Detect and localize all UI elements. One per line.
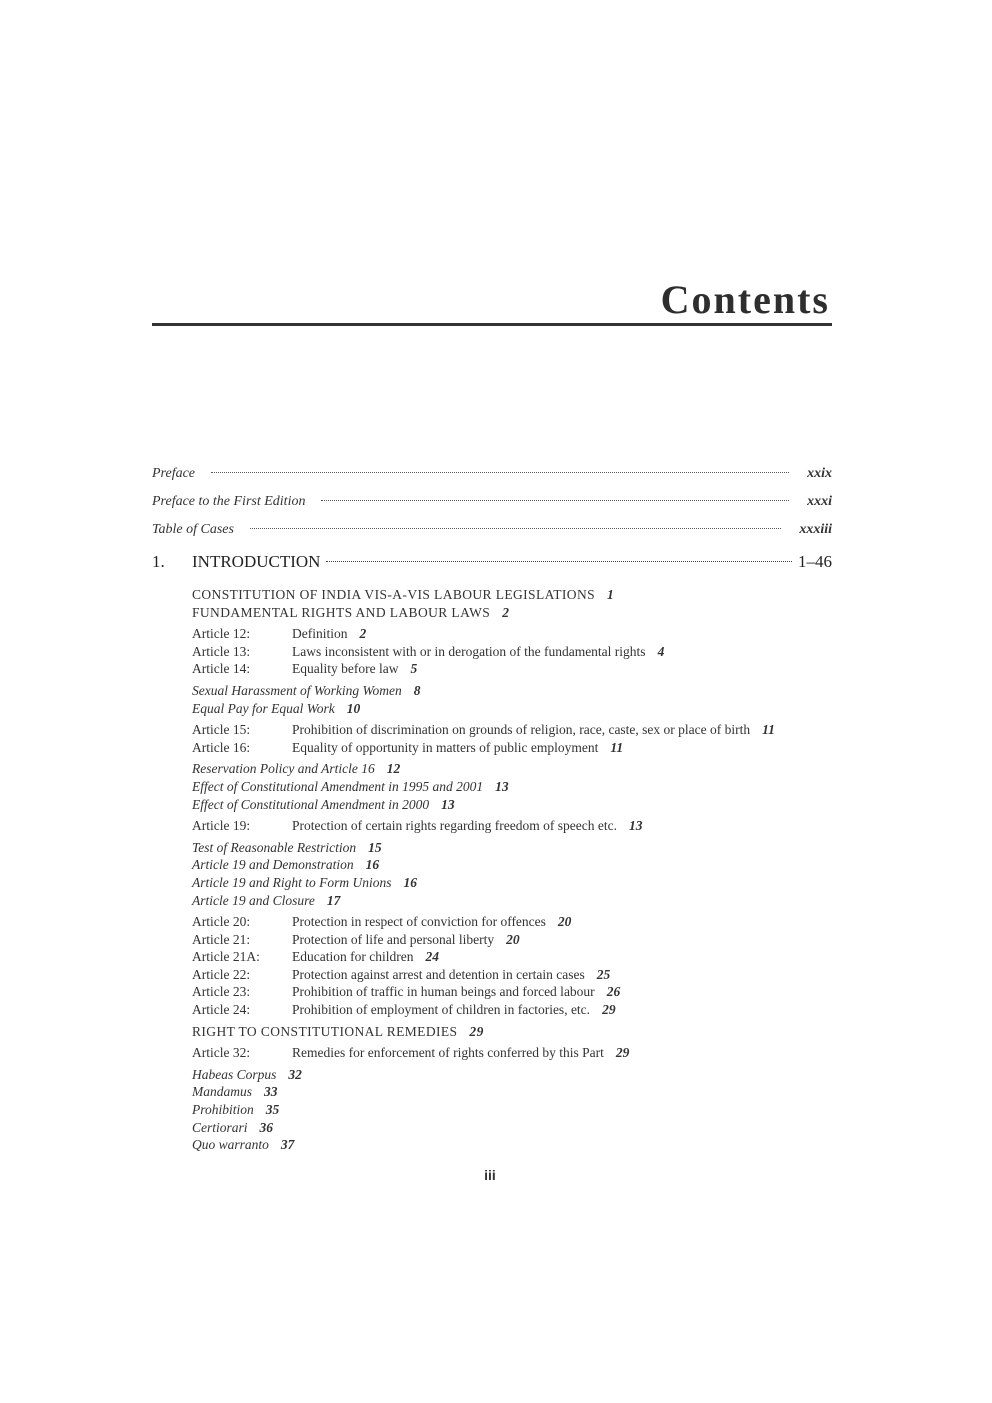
entry-title: Article 19 and Closure (192, 892, 315, 908)
front-matter-label: Preface (152, 466, 196, 481)
toc-article-entry[interactable] (192, 625, 812, 643)
entry-title: Equal Pay for Equal Work (192, 700, 335, 716)
toc-article-entry[interactable] (192, 1044, 812, 1062)
article-title-wrap (292, 966, 812, 984)
article-label: Article 16: (192, 739, 251, 755)
dot-leader (326, 561, 792, 562)
article-label: Article 23: (192, 984, 251, 1000)
article-title-wrap (292, 931, 812, 949)
entry-page: 36 (259, 1119, 274, 1135)
entry-page: 20 (506, 931, 520, 947)
article-title: Laws inconsistent with or in derogation of the fundamental rights (292, 643, 646, 659)
entry-page: 29 (469, 1023, 484, 1039)
article-title: Prohibition of discrimination on grounds of religion, race, caste, sex or place of birth (292, 722, 751, 738)
article-title-wrap (292, 1001, 812, 1019)
toc-subsection-entry[interactable] (192, 1083, 812, 1101)
entry-page: 16 (403, 874, 417, 890)
article-label: Article 24: (192, 1002, 251, 1018)
toc-front-matter-preface-first-edition[interactable] (152, 494, 832, 510)
entry-title: Certiorari (192, 1119, 248, 1135)
front-matter-page: xxxiii (799, 522, 832, 537)
entry-title: Prohibition (192, 1102, 254, 1118)
article-label: Article 14: (192, 661, 251, 677)
toc-section-heading[interactable] (192, 1023, 812, 1041)
entry-page: 10 (346, 700, 361, 716)
entry-page: 29 (615, 1045, 630, 1061)
toc-subsection-entry[interactable] (192, 839, 812, 857)
entry-title: Article 19 and Right to Form Unions (192, 874, 392, 890)
toc-subsection-entry[interactable] (192, 892, 812, 910)
front-matter-label: Table of Cases (152, 522, 234, 537)
entry-page: 13 (629, 818, 643, 834)
dot-leader (250, 528, 781, 529)
article-label: Article 12: (192, 626, 251, 642)
entry-page: 8 (413, 682, 421, 698)
entry-title: Quo warranto (192, 1137, 269, 1153)
article-title-wrap (292, 913, 812, 931)
toc-subsection-entry[interactable] (192, 1119, 812, 1137)
article-title-wrap (292, 948, 812, 966)
toc-subsection-entry[interactable] (192, 796, 812, 814)
entry-page: 13 (441, 796, 455, 812)
chapter-number: 1. (152, 552, 165, 571)
toc-front-matter-preface[interactable] (152, 466, 832, 482)
article-title-wrap (292, 643, 812, 661)
article-title-wrap (292, 983, 812, 1001)
toc-subsection-entry[interactable] (192, 700, 812, 718)
entry-title: Sexual Harassment of Working Women (192, 682, 402, 698)
page-title: Contents (660, 277, 830, 322)
article-title-wrap (292, 1044, 812, 1062)
toc-subsection-entry[interactable] (192, 778, 812, 796)
article-label: Article 21: (192, 931, 251, 947)
entry-page: 2 (502, 604, 510, 620)
article-title: Equality of opportunity in matters of public employment (292, 739, 599, 755)
entry-page: 15 (368, 839, 382, 855)
toc-article-entry[interactable] (192, 966, 812, 984)
toc-subsection-entry[interactable] (192, 1066, 812, 1084)
entry-page: 25 (596, 966, 611, 982)
article-title-wrap (292, 625, 812, 643)
dot-leader (321, 500, 789, 501)
article-label: Article 19: (192, 818, 251, 834)
entry-page: 4 (657, 643, 665, 659)
entry-title: Habeas Corpus (192, 1066, 277, 1082)
toc-section-heading[interactable] (192, 586, 812, 604)
toc-front-matter-table-of-cases[interactable] (152, 522, 832, 538)
toc-section-list (192, 586, 812, 1154)
entry-page: 37 (280, 1137, 295, 1153)
article-title-wrap (292, 817, 812, 835)
entry-page: 16 (365, 857, 380, 873)
toc-article-entry[interactable] (192, 721, 812, 739)
toc-subsection-entry[interactable] (192, 760, 812, 778)
entry-title: Reservation Policy and Article 16 (192, 761, 375, 777)
toc-article-entry[interactable] (192, 983, 812, 1001)
article-label: Article 21A: (192, 949, 260, 965)
entry-title: CONSTITUTION OF INDIA VIS-A-VIS LABOUR LEGISLATIONS (192, 587, 596, 602)
article-label: Article 15: (192, 722, 251, 738)
entry-title: Test of Reasonable Restriction (192, 839, 357, 855)
toc-article-entry[interactable] (192, 948, 812, 966)
toc-subsection-entry[interactable] (192, 874, 812, 892)
toc-article-entry[interactable] (192, 817, 812, 835)
toc-chapter-1[interactable] (152, 552, 832, 572)
article-title: Protection in respect of conviction for offences (292, 914, 546, 930)
chapter-pages: 1–46 (798, 552, 832, 571)
entry-title: Article 19 and Demonstration (192, 857, 354, 873)
front-matter-page: xxix (807, 466, 832, 481)
toc-article-entry[interactable] (192, 643, 812, 661)
toc-subsection-entry[interactable] (192, 1101, 812, 1119)
entry-title: Effect of Constitutional Amendment in 1995 and 2001 (192, 778, 484, 794)
entry-page: 17 (326, 892, 341, 908)
entry-title: FUNDAMENTAL RIGHTS AND LABOUR LAWS (192, 604, 491, 620)
dot-leader (211, 472, 789, 473)
entry-title: Mandamus (192, 1084, 252, 1100)
toc-subsection-entry[interactable] (192, 682, 812, 700)
toc-subsection-entry[interactable] (192, 1136, 812, 1154)
article-title: Definition (292, 626, 348, 642)
article-title-wrap (292, 739, 812, 757)
toc-article-entry[interactable] (192, 913, 812, 931)
entry-title: Effect of Constitutional Amendment in 2000 (192, 796, 430, 812)
entry-page: 20 (557, 914, 572, 930)
article-label: Article 22: (192, 966, 251, 982)
entry-page: 24 (425, 949, 439, 965)
article-label: Article 13: (192, 643, 251, 659)
entry-page: 11 (762, 722, 775, 738)
article-title: Remedies for enforcement of rights conferred by this Part (292, 1045, 604, 1061)
front-matter-page: xxxi (807, 494, 832, 509)
entry-page: 33 (264, 1084, 278, 1100)
toc-article-entry[interactable] (192, 1001, 812, 1019)
article-title-wrap (292, 721, 812, 739)
entry-page: 35 (265, 1102, 280, 1118)
entry-page: 12 (386, 761, 401, 777)
article-title-wrap (292, 660, 812, 678)
entry-page: 5 (410, 661, 418, 677)
entry-page: 13 (495, 778, 509, 794)
article-title: Protection of life and personal liberty (292, 931, 495, 947)
article-title: Equality before law (292, 661, 399, 677)
entry-page: 1 (607, 587, 615, 602)
article-title: Prohibition of employment of children in factories, etc. (292, 1002, 591, 1018)
article-label: Article 20: (192, 914, 251, 930)
entry-page: 32 (288, 1066, 302, 1082)
title-rule (152, 323, 832, 326)
article-title: Education for children (292, 949, 414, 965)
entry-page: 2 (359, 626, 367, 642)
article-title: Protection against arrest and detention in certain cases (292, 966, 585, 982)
toc-article-entry[interactable] (192, 660, 812, 678)
front-matter-label: Preface to the First Edition (152, 494, 306, 509)
entry-page: 11 (610, 739, 624, 755)
entry-page: 29 (602, 1002, 616, 1018)
article-title: Prohibition of traffic in human beings and forced labour (292, 984, 595, 1000)
toc-section-heading[interactable] (192, 604, 812, 622)
article-title: Protection of certain rights regarding freedom of speech etc. (292, 818, 617, 834)
toc-article-entry[interactable] (192, 739, 812, 757)
toc-article-entry[interactable] (192, 931, 812, 949)
article-label: Article 32: (192, 1045, 251, 1061)
toc-subsection-entry[interactable] (192, 856, 812, 874)
entry-title: RIGHT TO CONSTITUTIONAL REMEDIES (192, 1023, 458, 1039)
entry-page: 26 (606, 984, 621, 1000)
page-number: iii (484, 1167, 496, 1183)
chapter-title: INTRODUCTION (192, 552, 321, 571)
